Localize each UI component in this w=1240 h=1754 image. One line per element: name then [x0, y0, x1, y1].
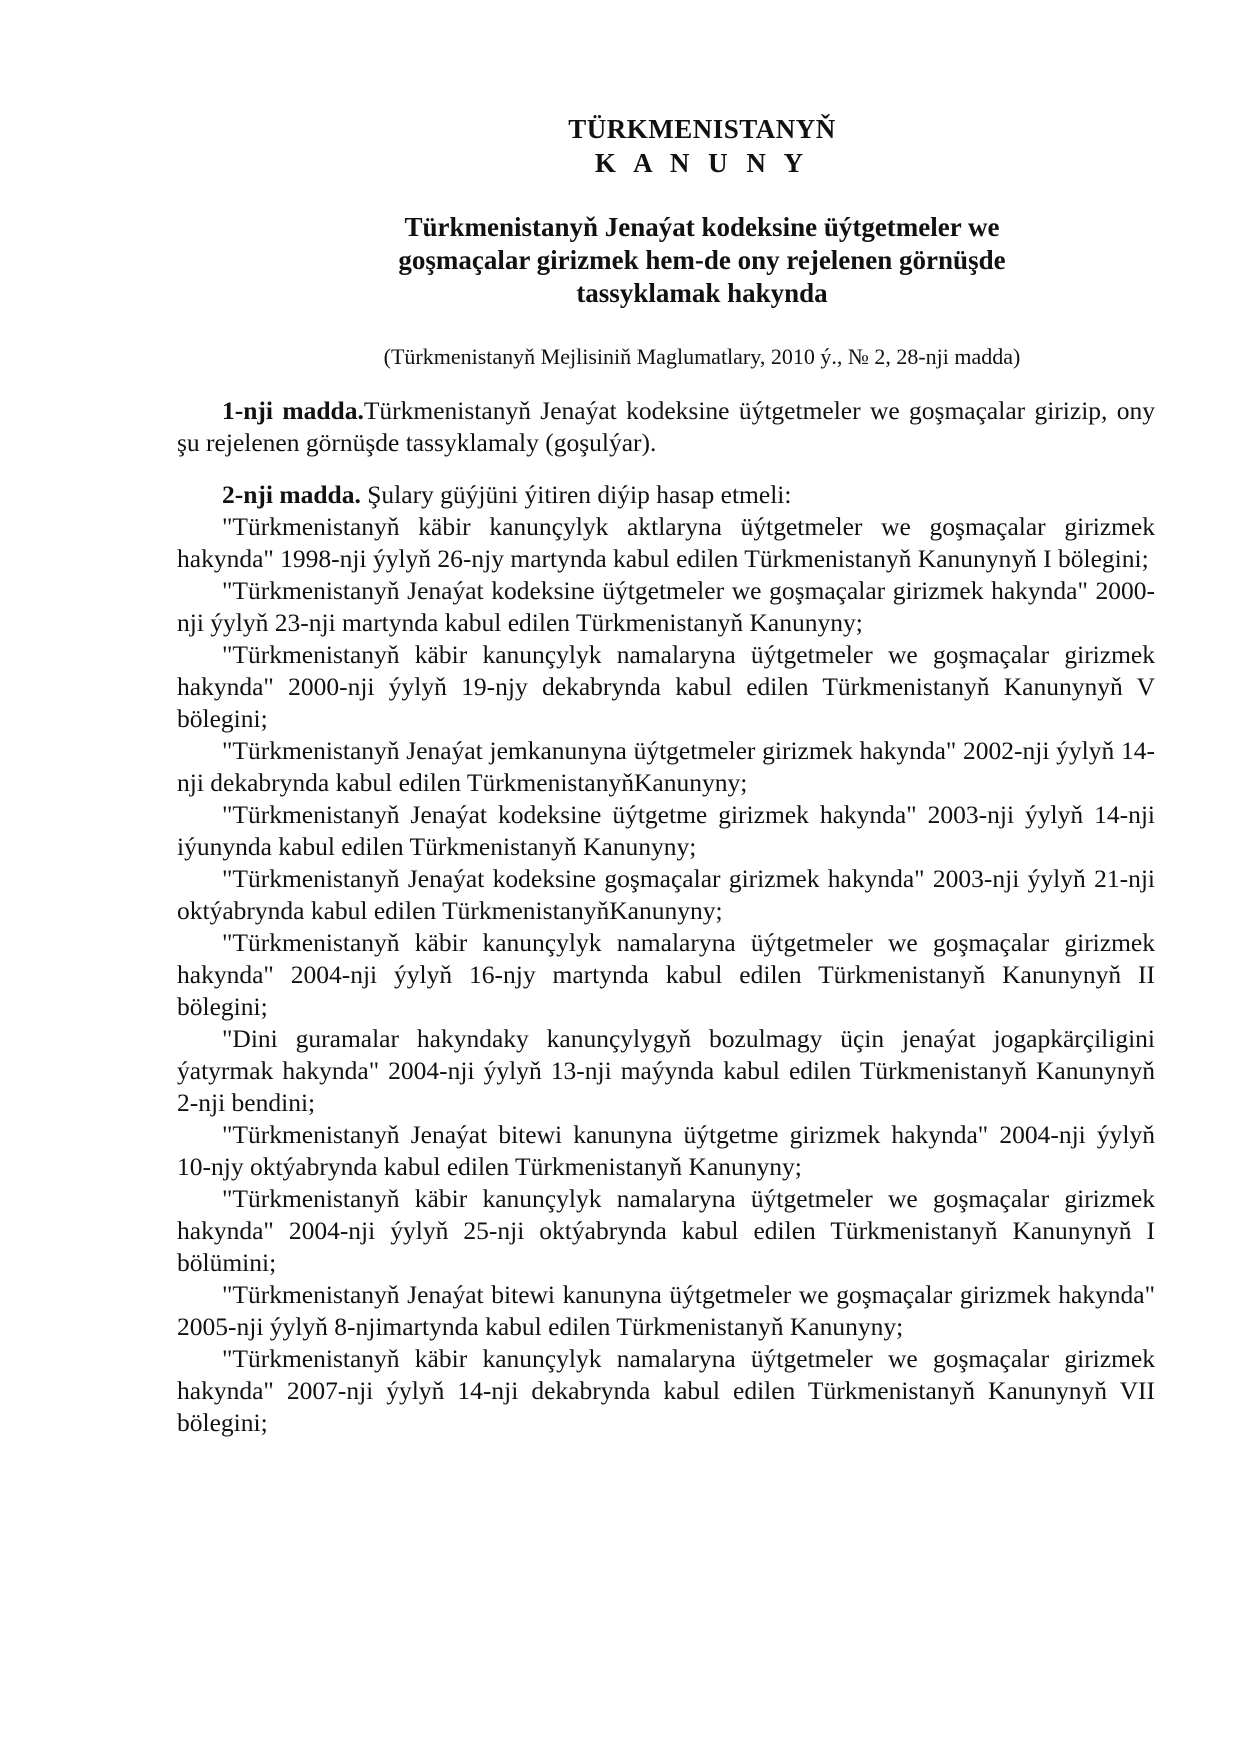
heading-country: TÜRKMENISTANYŇ [568, 114, 836, 144]
heading-law: K A N U N Y [594, 148, 810, 178]
list-item: "Türkmenistanyň Jenaýat bitewi kanunyna üýtgetme girizmek hakynda" 2004-nji ýylyň 10-njy oktýabrynda kabul edilen Türkmenistanyň Kanunyny; [177, 1120, 1155, 1181]
list-item: "Türkmenistanyň Jenaýat kodeksine üýtgetme girizmek hakynda" 2003-nji ýylyň 14-nji iýunynda kabul edilen Türkmenistanyň Kanunyny; [177, 800, 1155, 861]
article-1 [177, 395, 1155, 459]
law-title-line-3: tassyklamak hakynda [576, 278, 828, 308]
repealed-acts-list [177, 511, 1155, 1439]
list-item: "Türkmenistanyň käbir kanunçylyk namalaryna üýtgetmeler we goşmaçalar girizmek hakynda" 2000-nji ýylyň 19-njy dekabrynda kabul edilen Türkmenistanyň Kanunynyň V bölegini; [177, 640, 1155, 733]
document-content [177, 112, 1155, 1439]
list-item: "Dini guramalar hakyndaky kanunçylygyň bozulmagy üçin jenaýat jogapkärçiligini ýatyrmak hakynda" 2004-nji ýylyň 13-nji maýynda kabul edilen Türkmenistanyň Kanunynyň 2-nji bendini; [177, 1024, 1155, 1117]
list-item: "Türkmenistanyň käbir kanunçylyk namalaryna üýtgetmeler we goşmaçalar girizmek hakynda" 2007-nji ýylyň 14-nji dekabrynda kabul edilen Türkmenistanyň Kanunynyň VII bölegini; [177, 1344, 1155, 1437]
list-item: "Türkmenistanyň käbir kanunçylyk namalaryna üýtgetmeler we goşmaçalar girizmek hakynda" 2004-nji ýylyň 25-nji oktýabrynda kabul edilen Türkmenistanyň Kanunynyň I bölümini; [177, 1184, 1155, 1277]
law-title-line-2: goşmaçalar girizmek hem-de ony rejelenen görnüşde [398, 245, 1006, 275]
document-heading [352, 112, 1052, 180]
list-item: "Türkmenistanyň Jenaýat bitewi kanunyna üýtgetmeler we goşmaçalar girizmek hakynda" 2005-nji ýylyň 8-njimartynda kabul edilen Türkmenistanyň Kanunyny; [177, 1280, 1155, 1341]
list-item: "Türkmenistanyň Jenaýat kodeksine goşmaçalar girizmek hakynda" 2003-nji ýylyň 21-nji oktýabrynda kabul edilen TürkmenistanyňKanunyny; [177, 864, 1155, 925]
law-title [317, 211, 1087, 310]
list-item: "Türkmenistanyň käbir kanunçylyk namalaryna üýtgetmeler we goşmaçalar girizmek hakynda" 2004-nji ýylyň 16-njy martynda kabul edilen Türkmenistanyň Kanunynyň II bölegini; [177, 928, 1155, 1021]
publication-source: (Türkmenistanyň Mejlisiniň Maglumatlary, 2010 ý., № 2, 28-nji madda) [383, 344, 1021, 369]
article-2 [177, 479, 1155, 511]
list-item: "Türkmenistanyň käbir kanunçylyk aktlaryna üýtgetmeler we goşmaçalar girizmek hakynda" 1998-nji ýylyň 26-njy martynda kabul edilen Türkmenistanyň Kanunynyň I bölegini; [177, 512, 1155, 573]
law-title-line-1: Türkmenistanyň Jenaýat kodeksine üýtgetmeler we [404, 212, 1000, 242]
article-2-label: 2-nji madda. [222, 480, 361, 509]
article-1-text: Türkmenistanyň Jenaýat kodeksine üýtgetmeler we goşmaçalar girizip, ony şu rejelenen görnüşde tassyklamaly (goşulýar). [177, 396, 1155, 457]
article-2-text: Şulary güýjüni ýitiren diýip hasap etmeli: [360, 480, 792, 509]
list-item: "Türkmenistanyň Jenaýat kodeksine üýtgetmeler we goşmaçalar girizmek hakynda" 2000-nji ýylyň 23-nji martynda kabul edilen Türkmenistanyň Kanunyny; [177, 576, 1155, 637]
list-item: "Türkmenistanyň Jenaýat jemkanunyna üýtgetmeler girizmek hakynda" 2002-nji ýylyň 14-nji dekabrynda kabul edilen TürkmenistanyňKanunyny; [177, 736, 1155, 797]
article-1-label: 1-nji madda. [222, 396, 364, 425]
